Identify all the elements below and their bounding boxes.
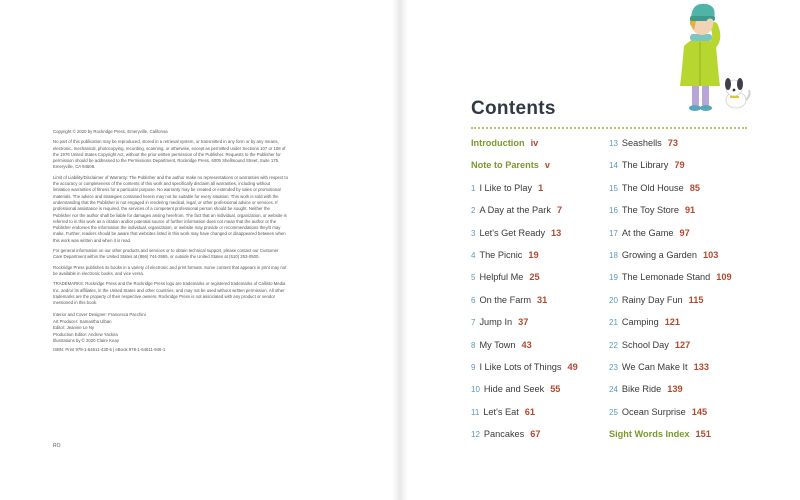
toc-entry[interactable] bbox=[609, 317, 680, 327]
chapter-title: School Day bbox=[621, 339, 669, 350]
page-number: iv bbox=[530, 138, 539, 148]
chapter-title: Sight Words Index bbox=[609, 429, 690, 440]
page-number: 85 bbox=[689, 182, 700, 193]
toc-entry[interactable] bbox=[471, 250, 539, 260]
chapter-title: Rainy Day Fun bbox=[621, 294, 683, 305]
toc-entry[interactable] bbox=[609, 205, 695, 215]
toc-entry[interactable] bbox=[471, 362, 578, 372]
chapter-number: 16 bbox=[609, 206, 618, 216]
page-number: 7 bbox=[556, 205, 563, 216]
chapter-title: The Old House bbox=[621, 182, 684, 193]
chapter-number: 9 bbox=[471, 363, 476, 372]
toc-entry[interactable] bbox=[609, 429, 711, 439]
isbn-line: ISBN: Print 978-1-64611-430-5 | eBook 978-1-64611-946-1 bbox=[53, 347, 166, 353]
page-number: 37 bbox=[518, 317, 529, 328]
child-with-puppy-illustration bbox=[662, 0, 752, 118]
chapter-title: Camping bbox=[621, 317, 659, 328]
toc-entry[interactable] bbox=[471, 340, 532, 350]
page-number: 43 bbox=[521, 339, 532, 350]
chapter-number: 14 bbox=[609, 161, 618, 171]
page-number: 67 bbox=[530, 429, 541, 440]
page-number: 127 bbox=[674, 339, 691, 350]
page-number: 1 bbox=[538, 182, 544, 193]
chapter-title: Note to Parents bbox=[471, 160, 539, 171]
page-number: 103 bbox=[702, 250, 719, 260]
page-number: 121 bbox=[664, 317, 681, 328]
toc-entry[interactable] bbox=[471, 272, 540, 282]
chapter-title: I Like Lots of Things bbox=[479, 362, 562, 372]
toc-entry[interactable] bbox=[471, 138, 538, 148]
chapter-number: 24 bbox=[609, 385, 618, 395]
toc-entry[interactable] bbox=[609, 272, 732, 282]
chapter-number: 8 bbox=[471, 340, 476, 350]
chapter-title: The Library bbox=[621, 160, 669, 171]
chapter-title: Jump In bbox=[479, 317, 513, 328]
toc-entry[interactable] bbox=[471, 384, 560, 394]
child-with-puppy-icon bbox=[662, 0, 752, 118]
toc-entry[interactable] bbox=[471, 183, 543, 193]
page-title: Contents bbox=[471, 98, 556, 119]
chapter-title: Growing a Garden bbox=[621, 250, 697, 260]
toc-entry[interactable] bbox=[609, 160, 685, 170]
chapter-title: At the Game bbox=[621, 227, 674, 238]
page-number: 79 bbox=[674, 160, 685, 171]
toc-entry[interactable] bbox=[471, 295, 547, 305]
chapter-number: 6 bbox=[471, 295, 476, 305]
dotted-divider bbox=[471, 127, 747, 129]
chapter-title: We Can Make It bbox=[621, 362, 688, 372]
chapter-number: 15 bbox=[609, 183, 618, 193]
toc-entry[interactable] bbox=[609, 362, 709, 372]
chapter-title: On the Farm bbox=[479, 294, 532, 305]
page-number: 133 bbox=[693, 362, 709, 372]
chapter-number: 4 bbox=[471, 251, 476, 260]
chapter-number: 23 bbox=[609, 363, 618, 372]
page-number: 55 bbox=[550, 384, 561, 395]
chapter-number: 1 bbox=[471, 183, 476, 193]
credit-line: Art Producer: Samantha Ulban bbox=[53, 318, 112, 324]
page-number: 151 bbox=[695, 429, 711, 440]
chapter-title: Bike Ride bbox=[621, 384, 662, 395]
chapter-title: Let's Get Ready bbox=[479, 227, 546, 238]
chapter-number: 7 bbox=[471, 318, 476, 328]
toc-entry[interactable] bbox=[609, 228, 690, 238]
copyright-line: Copyright © 2020 by Rockridge Press, Emeryville, California bbox=[53, 129, 168, 134]
chapter-title: The Lemonade Stand bbox=[621, 272, 711, 283]
toc-entry[interactable] bbox=[609, 340, 690, 350]
chapter-number: 20 bbox=[609, 295, 618, 305]
formats-paragraph: Rockridge Press publishes its books in a variety of electronic and print formats. Some content that appears in print may not be available in electronic books, and vice versa. bbox=[53, 264, 287, 276]
chapter-number: 13 bbox=[609, 139, 618, 148]
toc-entry[interactable] bbox=[609, 250, 718, 260]
chapter-number: 3 bbox=[471, 228, 476, 238]
page-number: 31 bbox=[537, 294, 548, 305]
page-number: 61 bbox=[524, 406, 536, 417]
chapter-number: 5 bbox=[471, 273, 476, 283]
chapter-number: 17 bbox=[609, 228, 618, 238]
chapter-number: 19 bbox=[609, 273, 618, 283]
chapter-title: Let's Eat bbox=[483, 406, 519, 417]
chapter-number: 2 bbox=[471, 206, 476, 216]
chapter-title: Introduction bbox=[471, 138, 525, 148]
disclaimer-paragraph: Limit of Liability/Disclaimer of Warranty: The Publisher and the author make no representations or warranties with respect to the accuracy or completeness of the contents of this work and specifically disclaim all warranties, including without limitation warranties of fitness for a particular purpose. No warranty may be created or extended by sales or promotional materials. The advice and strategies contained herein may not be suitable for every situation. This work is sold with the understanding that the Publisher is not engaged in rendering medical, legal, or other professional advice or services. If professional assistance is required, the services of a competent professional person should be sought. Neither the Publisher nor the author shall be liable for damages arising herefrom. The fact that an individual, organization, or website is referred to in this work as a citation and/or potential source of further information does not mean that the author or the Publisher endorses the information the individual, organization, or website may provide or recommendations they/it may make. Further, readers should be aware that websites listed in this work may have changed or disappeared between when this work was written and when it is read. bbox=[53, 174, 289, 243]
chapter-title: Pancakes bbox=[483, 429, 525, 440]
trademarks-paragraph: TRADEMARKS: Rockridge Press and the Rockridge Press logo are trademarks or registered trademarks of Callisto Media Inc. and/or its affiliates, in the United States and other countries, and may not be used without written permission. All other trademarks are the property of their respective owners. Rockridge Press is not associated with any product or vendor mentioned in this book. bbox=[53, 281, 286, 306]
page-number: 73 bbox=[667, 138, 678, 148]
customer-care-paragraph: For general information on our other products and services or to obtain technical support, please contact our Customer Care Department within the United States at (866) 744-2665, or outside the United States at (510) 253-0500. bbox=[53, 248, 279, 260]
chapter-title: I Like to Play bbox=[479, 182, 533, 193]
toc-entry[interactable] bbox=[609, 138, 678, 148]
page-number: 13 bbox=[551, 227, 562, 238]
chapter-title: My Town bbox=[479, 339, 516, 350]
page-number: 97 bbox=[679, 227, 690, 238]
page-number: 49 bbox=[567, 362, 578, 372]
credits-block bbox=[53, 312, 288, 353]
copyright-page bbox=[53, 129, 288, 354]
chapter-number: 10 bbox=[471, 385, 480, 395]
page-number: 19 bbox=[528, 250, 539, 260]
chapter-number: 22 bbox=[609, 340, 618, 350]
chapter-title: Ocean Surprise bbox=[621, 406, 686, 417]
chapter-title: Helpful Me bbox=[479, 272, 524, 283]
chapter-title: Hide and Seek bbox=[483, 384, 545, 395]
toc-entry[interactable] bbox=[609, 407, 707, 417]
page-number: 139 bbox=[667, 384, 683, 395]
page-number: 91 bbox=[684, 205, 696, 216]
page-folio: RO bbox=[53, 443, 61, 449]
chapter-title: The Picnic bbox=[479, 250, 523, 260]
page-number: 109 bbox=[716, 272, 732, 283]
page-number: v bbox=[544, 160, 551, 171]
page-number: 115 bbox=[688, 294, 704, 305]
toc-entry[interactable] bbox=[471, 205, 562, 215]
chapter-title: Seashells bbox=[621, 138, 662, 148]
toc-entry[interactable] bbox=[471, 407, 535, 417]
copyright-paragraph: No part of this publication may be reproduced, stored in a retrieval system, or transmitted in any form or by any means, electronic, mechanical, photocopying, recording, scanning, or otherwise, except as permitted under Sections 107 or 108 of the 1976 United States Copyright Act, without the prior written permission of the Publisher. Requests to the Publisher for permission should be addressed to the Permissions Department, Rockridge Press, 6005 Shellmound Street, Suite 175, Emeryville, CA 94608. bbox=[53, 139, 286, 170]
credit-line: Production Editor: Andrew Yackira bbox=[53, 331, 118, 337]
toc-entry[interactable] bbox=[471, 160, 550, 170]
chapter-number: 11 bbox=[471, 407, 480, 417]
toc-entry[interactable] bbox=[609, 384, 683, 394]
book-gutter bbox=[392, 0, 408, 500]
credit-line: Interior and Cover Designer: Francesca Pacchini bbox=[53, 312, 146, 318]
toc-entry[interactable] bbox=[609, 183, 700, 193]
toc-entry[interactable] bbox=[609, 295, 704, 305]
chapter-number: 25 bbox=[609, 407, 618, 417]
credit-line: Illustrations by © 2020 Claire Keay bbox=[53, 338, 119, 344]
toc-entry[interactable] bbox=[471, 228, 561, 238]
chapter-number: 18 bbox=[609, 251, 618, 260]
chapter-number: 12 bbox=[471, 430, 480, 440]
page-number: 25 bbox=[529, 272, 540, 283]
toc-entry[interactable] bbox=[471, 317, 528, 327]
toc-entry[interactable] bbox=[471, 429, 541, 439]
chapter-title: A Day at the Park bbox=[479, 205, 551, 216]
credit-line: Editor: Jeanine Le Ny bbox=[53, 325, 95, 331]
page-number: 145 bbox=[691, 406, 708, 417]
chapter-title: The Toy Store bbox=[621, 205, 679, 216]
chapter-number: 21 bbox=[609, 318, 618, 328]
